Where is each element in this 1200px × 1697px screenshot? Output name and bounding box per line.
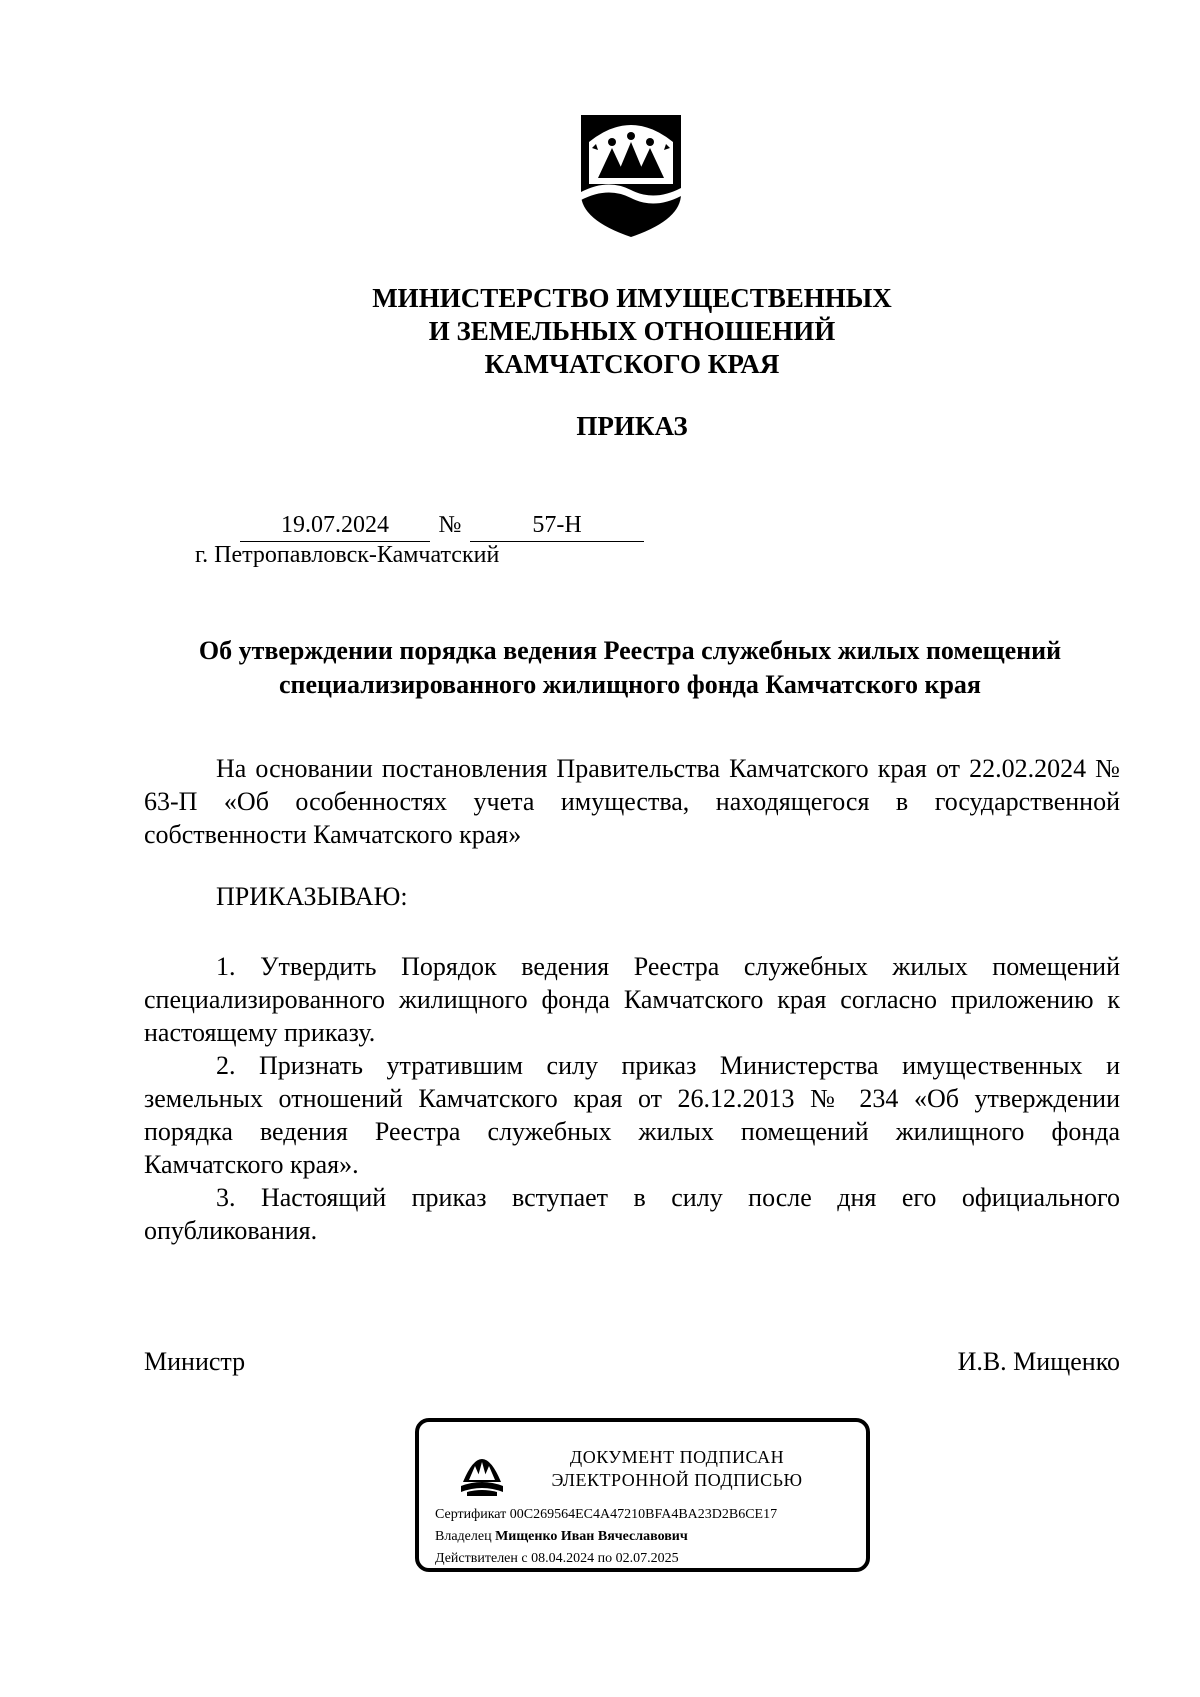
city: г. Петропавловск-Камчатский: [195, 542, 500, 568]
stamp-heading: [527, 1446, 827, 1492]
kamchatka-coat-of-arms-icon: [578, 112, 684, 240]
signer-name: И.В. Мищенко: [957, 1347, 1120, 1376]
e-signature-stamp: [415, 1418, 870, 1572]
order-item: 1. Утвердить Порядок ведения Реестра служебных жилых помещений специализированного жилищного фонда Камчатского края согласно приложению к настоящему приказу.: [144, 952, 1120, 1047]
order-items: [144, 950, 1120, 1247]
validity-line: [435, 1550, 679, 1568]
owner-value: Мищенко Иван Вячеславович: [495, 1529, 688, 1544]
title-line: Об утверждении порядка ведения Реестра служебных жилых помещений: [198, 636, 1062, 665]
kamchatka-coat-of-arms-icon: [457, 1442, 507, 1498]
owner-label: Владелец: [435, 1529, 492, 1544]
document-title: [150, 634, 1110, 702]
number-sign: №: [438, 512, 462, 538]
document-number: 57-Н: [470, 509, 644, 542]
org-line: МИНИСТЕРСТВО ИМУЩЕСТВЕННЫХ: [372, 283, 892, 313]
signer-position: Министр: [144, 1347, 246, 1376]
document-date: 19.07.2024: [240, 509, 430, 542]
valid-to: 02.07.2025: [615, 1551, 679, 1566]
stamp-heading-line: ЭЛЕКТРОННОЙ ПОДПИСЬЮ: [551, 1470, 803, 1490]
certificate-label: Сертификат: [435, 1507, 507, 1522]
valid-from: 08.04.2024: [531, 1551, 595, 1566]
org-line: И ЗЕМЕЛЬНЫХ ОТНОШЕНИЙ: [428, 316, 836, 346]
certificate-line: [435, 1506, 777, 1524]
order-word: ПРИКАЗЫВАЮ:: [216, 882, 408, 911]
certificate-value: 00C269564EC4A47210BFA4BA23D2B6CE17: [509, 1507, 778, 1522]
valid-from-label: Действителен с: [435, 1551, 528, 1566]
organization-name: [200, 282, 1064, 381]
basis-paragraph: На основании постановления Правительства Камчатского края от 22.02.2024 № 63-П «Об особенностях учета имущества, находящегося в государственной собственности Камчатского края»: [144, 754, 1120, 849]
document-type: ПРИКАЗ: [576, 411, 688, 441]
order-item: 2. Признать утратившим силу приказ Министерства имущественных и земельных отношений Камчатского края от 26.12.2013 № 234 «Об утверждении порядка ведения Реестра служебных жилых помещений жилищного фонда Камчатского края».: [144, 1051, 1120, 1179]
org-line: КАМЧАТСКОГО КРАЯ: [484, 349, 780, 379]
order-item: 3. Настоящий приказ вступает в силу после дня его официального опубликования.: [144, 1183, 1120, 1245]
valid-to-label: по: [597, 1551, 613, 1566]
owner-line: [435, 1528, 688, 1546]
title-line: специализированного жилищного фонда Камчатского края: [279, 670, 981, 699]
stamp-heading-line: ДОКУМЕНТ ПОДПИСАН: [569, 1447, 785, 1467]
